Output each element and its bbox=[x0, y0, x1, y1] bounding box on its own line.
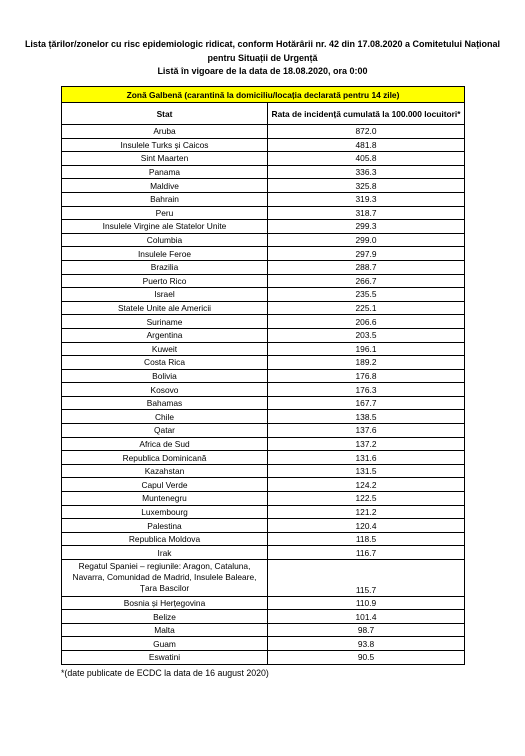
header-title-line-1: Lista țărilor/zonelor cu risc epidemiologic ridicat, conform Hotărârii nr. 42 din 17.08.2020 a Comitetului Național bbox=[24, 39, 501, 49]
table-row bbox=[62, 260, 465, 274]
country-cell: Maldive bbox=[62, 179, 268, 193]
header-title-line-2: pentru Situații de Urgență bbox=[207, 52, 318, 63]
table-row bbox=[62, 179, 465, 193]
column-header-country: Stat bbox=[62, 103, 268, 125]
table-row bbox=[62, 233, 465, 247]
table-row bbox=[62, 610, 465, 624]
rate-cell: 90.5 bbox=[268, 650, 465, 664]
country-cell: Palestina bbox=[62, 519, 268, 533]
country-cell: Belize bbox=[62, 610, 268, 624]
country-cell: Aruba bbox=[62, 125, 268, 139]
country-cell: Argentina bbox=[62, 328, 268, 342]
table-row bbox=[62, 464, 465, 478]
rate-cell: 131.5 bbox=[268, 464, 465, 478]
country-cell: Irak bbox=[62, 546, 268, 560]
table-row bbox=[62, 596, 465, 610]
rate-cell: 93.8 bbox=[268, 637, 465, 651]
rate-cell: 288.7 bbox=[268, 260, 465, 274]
country-cell: Insulele Turks și Caicos bbox=[62, 138, 268, 152]
rate-cell: 124.2 bbox=[268, 478, 465, 492]
country-cell: Insulele Feroe bbox=[62, 247, 268, 261]
country-cell: Republica Dominicană bbox=[62, 451, 268, 465]
rate-cell: 115.7 bbox=[268, 560, 465, 597]
rate-cell: 235.5 bbox=[268, 288, 465, 302]
country-cell: Kosovo bbox=[62, 383, 268, 397]
rate-cell: 118.5 bbox=[268, 532, 465, 546]
rate-cell: 122.5 bbox=[268, 492, 465, 506]
column-header-rate: Rata de incidență cumulată la 100.000 locuitori* bbox=[268, 103, 465, 125]
country-cell: Columbia bbox=[62, 233, 268, 247]
country-cell: Costa Rica bbox=[62, 356, 268, 370]
country-cell: Eswatini bbox=[62, 650, 268, 664]
table-row bbox=[62, 247, 465, 261]
table-row bbox=[62, 152, 465, 166]
table-row bbox=[62, 342, 465, 356]
table-row bbox=[62, 424, 465, 438]
table-row bbox=[62, 356, 465, 370]
table-row bbox=[62, 560, 465, 597]
table-row bbox=[62, 478, 465, 492]
table-row bbox=[62, 206, 465, 220]
rate-cell: 176.8 bbox=[268, 369, 465, 383]
table-row bbox=[62, 138, 465, 152]
table-row bbox=[62, 328, 465, 342]
rate-cell: 167.7 bbox=[268, 396, 465, 410]
table-row bbox=[62, 192, 465, 206]
rate-cell: 325.8 bbox=[268, 179, 465, 193]
rate-cell: 137.2 bbox=[268, 437, 465, 451]
table-row bbox=[62, 451, 465, 465]
rate-cell: 101.4 bbox=[268, 610, 465, 624]
rate-cell: 336.3 bbox=[268, 165, 465, 179]
table-row bbox=[62, 301, 465, 315]
table-row bbox=[62, 492, 465, 506]
rate-cell: 116.7 bbox=[268, 546, 465, 560]
table-row bbox=[62, 369, 465, 383]
table-row bbox=[62, 288, 465, 302]
rate-cell: 299.3 bbox=[268, 220, 465, 234]
rate-cell: 98.7 bbox=[268, 623, 465, 637]
rate-cell: 203.5 bbox=[268, 328, 465, 342]
table-row bbox=[62, 383, 465, 397]
country-cell: Capul Verde bbox=[62, 478, 268, 492]
table-row bbox=[62, 410, 465, 424]
country-cell: Muntenegru bbox=[62, 492, 268, 506]
table-row bbox=[62, 519, 465, 533]
country-cell: Chile bbox=[62, 410, 268, 424]
country-cell: Insulele Virgine ale Statelor Unite bbox=[62, 220, 268, 234]
column-header-row bbox=[62, 103, 465, 125]
rate-cell: 120.4 bbox=[268, 519, 465, 533]
table-row bbox=[62, 623, 465, 637]
rate-cell: 299.0 bbox=[268, 233, 465, 247]
rate-cell: 196.1 bbox=[268, 342, 465, 356]
country-cell: Africa de Sud bbox=[62, 437, 268, 451]
country-cell: Malta bbox=[62, 623, 268, 637]
country-cell: Statele Unite ale Americii bbox=[62, 301, 268, 315]
rate-cell: 225.1 bbox=[268, 301, 465, 315]
zone-title: Zonă Galbenă (carantină la domiciliu/locația declarată pentru 14 zile) bbox=[62, 87, 465, 103]
table-row bbox=[62, 437, 465, 451]
rate-cell: 131.6 bbox=[268, 451, 465, 465]
country-cell: Puerto Rico bbox=[62, 274, 268, 288]
table-body bbox=[62, 87, 465, 665]
table-row bbox=[62, 396, 465, 410]
rate-cell: 176.3 bbox=[268, 383, 465, 397]
table-row bbox=[62, 637, 465, 651]
rate-cell: 481.8 bbox=[268, 138, 465, 152]
country-cell: Republica Moldova bbox=[62, 532, 268, 546]
rate-cell: 206.6 bbox=[268, 315, 465, 329]
rate-cell: 297.9 bbox=[268, 247, 465, 261]
country-cell: Brazilia bbox=[62, 260, 268, 274]
rate-cell: 872.0 bbox=[268, 125, 465, 139]
country-cell: Suriname bbox=[62, 315, 268, 329]
country-cell: Luxembourg bbox=[62, 505, 268, 519]
table-row bbox=[62, 315, 465, 329]
yellow-zone-table bbox=[61, 86, 465, 665]
country-cell: Guam bbox=[62, 637, 268, 651]
table-row bbox=[62, 274, 465, 288]
country-cell: Bosnia și Herțegovina bbox=[62, 596, 268, 610]
rate-cell: 110.9 bbox=[268, 596, 465, 610]
country-cell: Panama bbox=[62, 165, 268, 179]
zone-title-row bbox=[62, 87, 465, 103]
table-row bbox=[62, 532, 465, 546]
rate-cell: 138.5 bbox=[268, 410, 465, 424]
table-row bbox=[62, 546, 465, 560]
country-cell: Bahamas bbox=[62, 396, 268, 410]
country-cell: Sint Maarten bbox=[62, 152, 268, 166]
country-cell: Bahrain bbox=[62, 192, 268, 206]
rate-cell: 318.7 bbox=[268, 206, 465, 220]
country-cell: Kuweit bbox=[62, 342, 268, 356]
header-validity-line: Listă în vigoare de la data de 18.08.2020, ora 0:00 bbox=[157, 66, 368, 76]
country-cell: Bolivia bbox=[62, 369, 268, 383]
rate-cell: 405.8 bbox=[268, 152, 465, 166]
rate-cell: 121.2 bbox=[268, 505, 465, 519]
country-cell: Qatar bbox=[62, 424, 268, 438]
rate-cell: 266.7 bbox=[268, 274, 465, 288]
footnote: *(date publicate de ECDC la data de 16 august 2020) bbox=[61, 668, 269, 678]
rate-cell: 189.2 bbox=[268, 356, 465, 370]
document-header bbox=[0, 38, 525, 79]
country-cell: Kazahstan bbox=[62, 464, 268, 478]
table-row bbox=[62, 165, 465, 179]
country-cell: Regatul Spaniei – regiunile: Aragon, Cataluna, Navarra, Comunidad de Madrid, Insulele Baleare, Țara Bascilor bbox=[62, 560, 268, 597]
table-row bbox=[62, 505, 465, 519]
rate-cell: 137.6 bbox=[268, 424, 465, 438]
country-cell: Peru bbox=[62, 206, 268, 220]
country-cell: Israel bbox=[62, 288, 268, 302]
table-row bbox=[62, 650, 465, 664]
rate-cell: 319.3 bbox=[268, 192, 465, 206]
table-row bbox=[62, 125, 465, 139]
table-row bbox=[62, 220, 465, 234]
